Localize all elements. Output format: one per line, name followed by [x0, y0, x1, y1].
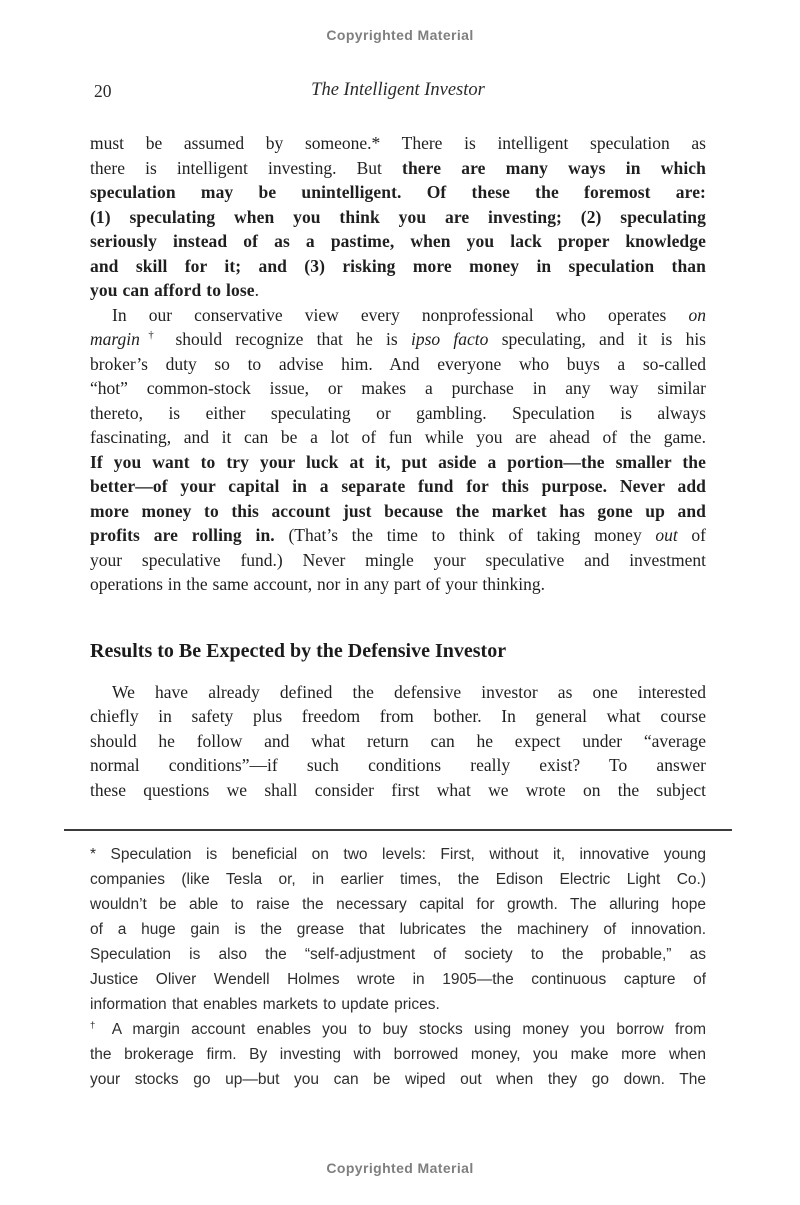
text-line: thereto, is either speculating or gambling. Speculation is always: [90, 402, 706, 423]
text-line: seriously instead of as a pastime, when you lack proper knowledge: [90, 231, 706, 251]
text-line: fascinating, and it can be a lot of fun while you are ahead of the game.: [90, 427, 706, 447]
text-line: wouldn’t be able to raise the necessary capital for growth. The alluring hope: [90, 896, 706, 913]
text-line: “hot” common-stock issue, or makes a purchase in any way similar: [90, 378, 706, 398]
text-line: speculation may be unintelligent. Of these the foremost are:: [90, 182, 706, 202]
text-line: there is intelligent investing. But there are many ways in which: [90, 157, 706, 178]
footnote-rule: [64, 829, 732, 831]
text-line: If you want to try your luck at it, put aside a portion—the smaller the: [90, 451, 706, 472]
text-line: more money to this account just because the market has gone up and: [90, 500, 706, 521]
text-line: profits are rolling in. (That’s the time to think of taking money out of: [90, 525, 706, 545]
text-line: your stocks go up—but you can be wiped out when they go down. The: [90, 1071, 706, 1088]
footnote: [90, 842, 706, 1017]
text-line: you can afford to lose.: [90, 280, 259, 300]
text-line: normal conditions”—if such conditions really exist? To answer: [90, 755, 706, 775]
text-line: † A margin account enables you to buy stocks using money you borrow from: [90, 1019, 706, 1038]
text-line: * Speculation is beneficial on two levels: First, without it, innovative young: [90, 846, 706, 863]
footnotes: [90, 842, 706, 1092]
text-line: In our conservative view every nonprofessional who operates on: [112, 304, 706, 325]
text-line: of a huge gain is the grease that lubricates the machinery of innovation.: [90, 921, 706, 938]
text-line: Speculation is also the “self-adjustment of society to the probable,” as: [90, 946, 706, 963]
text-line: broker’s duty so to advise him. And everyone who buys a so-called: [90, 353, 706, 374]
text-line: your speculative fund.) Never mingle your speculative and investment: [90, 549, 706, 570]
page-number: 20: [94, 81, 112, 101]
text-line: margin† should recognize that he is ipso facto speculating, and it is his: [90, 329, 706, 349]
watermark-bottom: Copyrighted Material: [326, 1160, 474, 1176]
text-line: chiefly in safety plus freedom from bother. In general what course: [90, 706, 706, 726]
text-line: must be assumed by someone.* There is intelligent speculation as: [90, 133, 706, 153]
text-line: (1) speculating when you think you are investing; (2) speculating: [90, 206, 706, 227]
text-line: the brokerage firm. By investing with borrowed money, you make more when: [90, 1046, 706, 1063]
watermark-top: Copyrighted Material: [326, 27, 474, 43]
text-line: should he follow and what return can he expect under “average: [90, 730, 706, 751]
paragraph: [90, 680, 706, 803]
text-line: information that enables markets to update prices.: [90, 996, 440, 1013]
text-line: Justice Oliver Wendell Holmes wrote in 1905—the continuous capture of: [90, 971, 706, 988]
text-line: We have already defined the defensive investor as one interested: [112, 681, 706, 702]
paragraph: [90, 131, 706, 303]
section-heading: Results to Be Expected by the Defensive Investor: [90, 639, 507, 662]
text-line: operations in the same account, nor in any part of your thinking.: [90, 574, 546, 594]
running-title: The Intelligent Investor: [311, 80, 485, 100]
paragraph: [90, 303, 706, 597]
page-header: [90, 80, 706, 106]
text-line: companies (like Tesla or, in earlier times, the Edison Electric Light Co.): [90, 871, 706, 888]
body-text: [90, 131, 706, 802]
text-line: better—of your capital in a separate fund for this purpose. Never add: [90, 476, 706, 496]
text-line: and skill for it; and (3) risking more money in speculation than: [90, 255, 706, 276]
footnote: [90, 1017, 706, 1092]
text-line: these questions we shall consider first what we wrote on the subject: [90, 779, 706, 800]
